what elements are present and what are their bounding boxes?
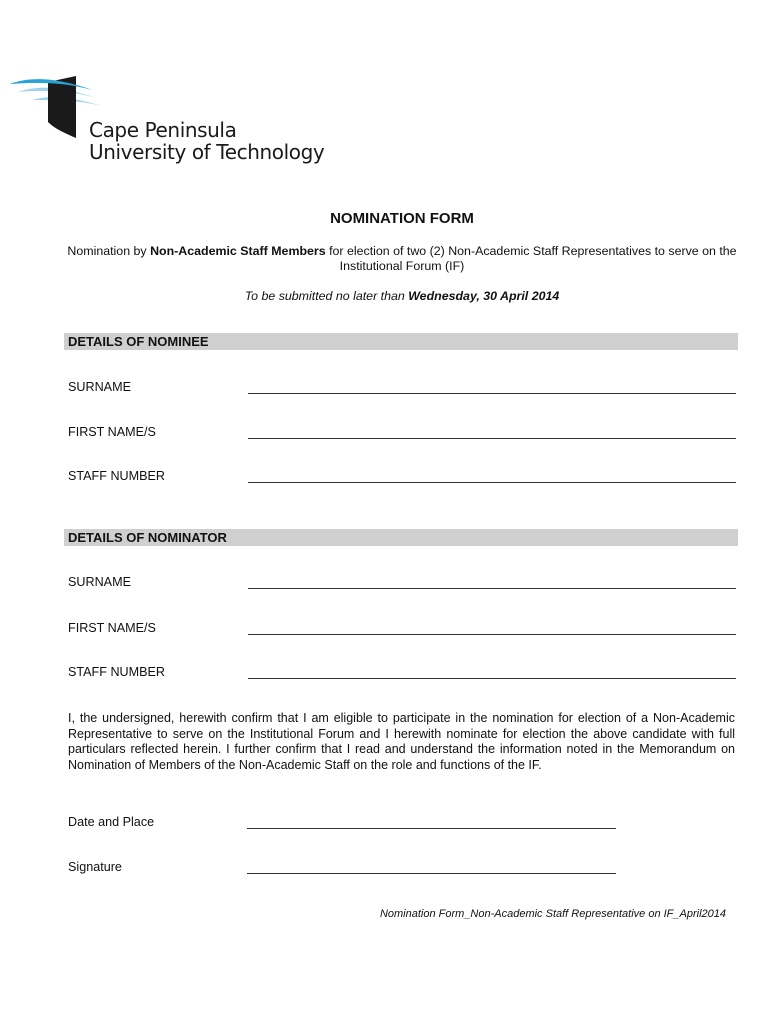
- nominee-surname-label: SURNAME: [68, 380, 131, 394]
- nominee-first-names-field[interactable]: [68, 425, 736, 445]
- date-place-label: Date and Place: [68, 815, 155, 829]
- nominator-first-names-label: FIRST NAME/S: [68, 621, 156, 635]
- subtitle-prefix: Nomination by: [67, 244, 151, 258]
- document-footer: Nomination Form_Non-Academic Staff Representative on IF_April2014: [379, 908, 726, 920]
- nominee-first-names-label: FIRST NAME/S: [68, 425, 156, 439]
- logo-wordmark: [89, 119, 324, 163]
- nominee-staff-number-label: STAFF NUMBER: [68, 469, 166, 483]
- signature-label: Signature: [68, 860, 122, 874]
- nominee-staff-number-line[interactable]: [248, 482, 736, 483]
- form-subtitle: [58, 244, 746, 274]
- nominator-staff-number-label: STAFF NUMBER: [68, 665, 166, 679]
- subtitle-bold: Non-Academic Staff Members: [150, 244, 326, 258]
- nominee-surname-line[interactable]: [248, 393, 736, 394]
- nominator-surname-field[interactable]: [68, 575, 736, 595]
- declaration-text: I, the undersigned, herewith confirm that I am eligible to participate in the nomination for election of a Non-Academic Representative to serve on the Institutional Forum and I herewith nominate for election the above candidate with full particulars reflected herein. I further confirm that I read and understand the information noted in the Memorandum on Nomination of Members of the Non-Academic Staff on the role and functions of the IF.: [68, 711, 735, 772]
- nominator-section-header: DETAILS OF NOMINATOR: [64, 529, 738, 546]
- nominee-surname-field[interactable]: [68, 380, 736, 400]
- signature-line[interactable]: [247, 873, 616, 874]
- nominator-first-names-line[interactable]: [248, 634, 736, 635]
- nominee-section-header: DETAILS OF NOMINEE: [64, 333, 738, 350]
- nominator-staff-number-field[interactable]: [68, 665, 736, 685]
- nominee-first-names-line[interactable]: [248, 438, 736, 439]
- logo-line-1: Cape Peninsula: [89, 118, 237, 142]
- nominee-staff-number-field[interactable]: [68, 469, 736, 489]
- nominator-staff-number-line[interactable]: [248, 678, 736, 679]
- nominator-first-names-field[interactable]: [68, 621, 736, 641]
- nominator-surname-label: SURNAME: [68, 575, 131, 589]
- signature-field[interactable]: [68, 860, 736, 880]
- submission-deadline: [0, 289, 770, 303]
- logo-line-2: University of Technology: [89, 140, 325, 164]
- deadline-prefix: To be submitted no later than: [244, 289, 409, 303]
- date-place-line[interactable]: [247, 828, 616, 829]
- date-place-field[interactable]: [68, 815, 736, 835]
- nominator-surname-line[interactable]: [248, 588, 736, 589]
- subtitle-suffix: for election of two (2) Non-Academic Staff Representatives to serve on the Institutional Forum (IF): [325, 244, 737, 273]
- cput-logo: [10, 74, 330, 174]
- page-title: NOMINATION FORM: [330, 210, 474, 227]
- deadline-date: Wednesday, 30 April 2014: [408, 289, 560, 303]
